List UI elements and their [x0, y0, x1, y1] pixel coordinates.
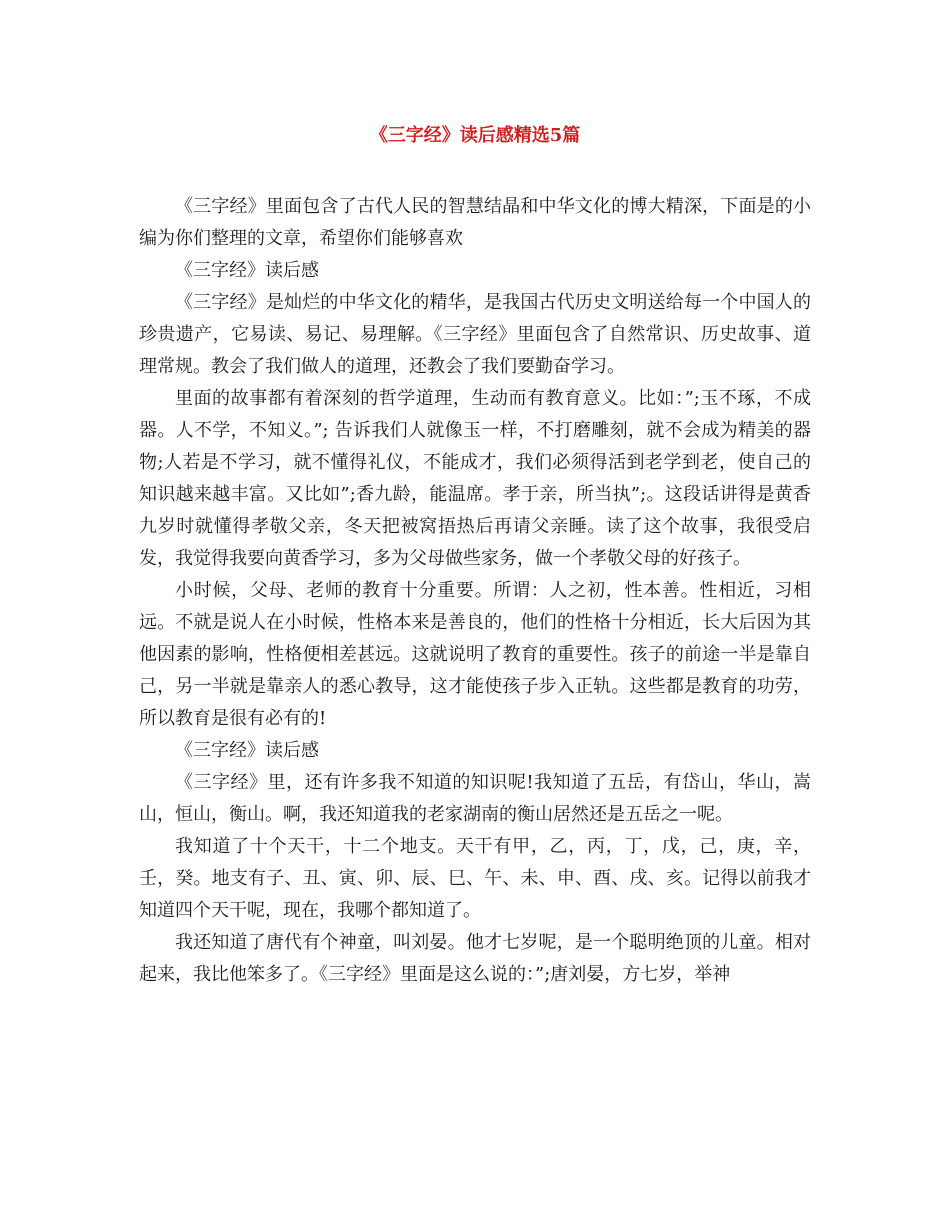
section-heading: 《三字经》读后感: [175, 740, 319, 761]
intro-paragraph: 《三字经》里面包含了古代人民的智慧结晶和中华文化的博大精深，下面是的小编为你们整理的文章，希望你们能够喜欢: [139, 196, 811, 249]
body-paragraph: 《三字经》里，还有许多我不知道的知识呢!我知道了五岳，有岱山，华山，嵩山，恒山，衡山。啊，我还知道我的老家湖南的衡山居然还是五岳之一呢。: [139, 772, 811, 825]
body-paragraph: 我知道了十个天干，十二个地支。天干有甲，乙，丙，丁，戊，己，庚，辛，壬，癸。地支有子、丑、寅、卯、辰、巳、午、未、申、酉、戌、亥。记得以前我才知道四个天干呢，现在，我哪个都知道了。: [139, 836, 811, 921]
body-paragraph: 里面的故事都有着深刻的哲学道理，生动而有教育意义。比如：”;玉不琢，不成器。人不学，不知义。”; 告诉我们人就像玉一样，不打磨雕刻，就不会成为精美的器物;人若是不学习，就不懂得礼仪，不能成才，我们必须得活到老学到老，使自己的知识越来越丰富。又比如”;香九龄，能温席。孝于亲，所当执”;。这段话讲得是黄香九岁时就懂得孝敬父亲，冬天把被窝捂热后再请父亲睡。读了这个故事，我很受启发，我觉得我要向黄香学习，多为父母做些家务，做一个孝敬父母的好孩子。: [139, 388, 811, 569]
body-paragraph: 小时候，父母、老师的教育十分重要。所谓：人之初，性本善。性相近，习相远。不就是说人在小时候，性格本来是善良的，他们的性格十分相近，长大后因为其他因素的影响，性格便相差甚远。这就说明了教育的重要性。孩子的前途一半是靠自己，另一半就是靠亲人的悉心教导，这才能使孩子步入正轨。这些都是教育的功劳，所以教育是很有必有的!: [139, 580, 811, 729]
body-paragraph: 《三字经》是灿烂的中华文化的精华，是我国古代历史文明送给每一个中国人的珍贵遗产，它易读、易记、易理解。《三字经》里面包含了自然常识、历史故事、道理常规。教会了我们做人的道理，还教会了我们要勤奋学习。: [139, 292, 811, 377]
document-title: 《三字经》读后感精选5篇: [369, 125, 581, 146]
document-body: [139, 191, 811, 991]
section-heading: 《三字经》读后感: [175, 260, 319, 281]
body-paragraph: 我还知道了唐代有个神童，叫刘晏。他才七岁呢，是一个聪明绝顶的儿童。相对起来，我比他笨多了。《三字经》里面是这么说的：”;唐刘晏，方七岁，举神: [139, 932, 811, 985]
